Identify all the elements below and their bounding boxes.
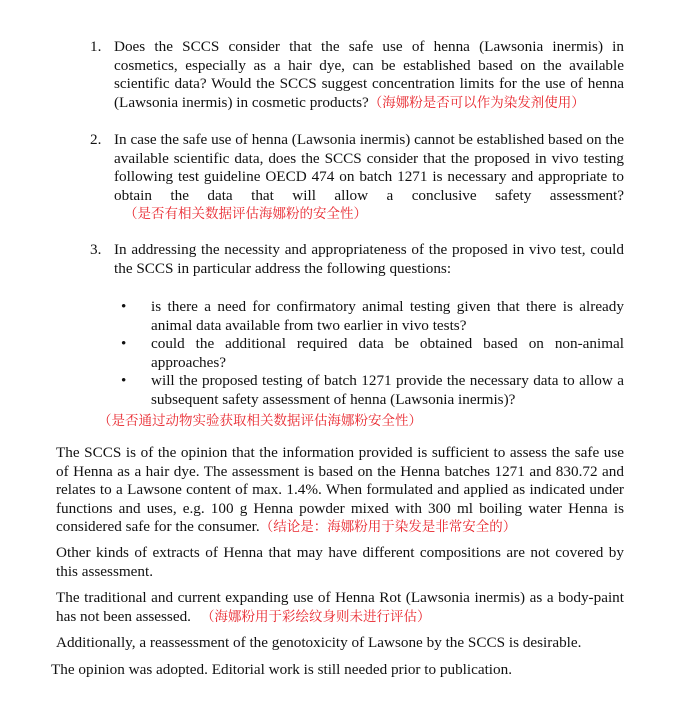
chinese-annotation: （海娜粉是否可以作为染发剂使用） bbox=[368, 94, 585, 111]
chinese-annotation: （是否有相关数据评估海娜粉的安全性） bbox=[124, 206, 367, 223]
question-1 bbox=[84, 38, 624, 112]
bullet-list bbox=[118, 298, 624, 410]
question-number: 2. bbox=[90, 131, 102, 148]
other-extracts-paragraph: Other kinds of extracts of Henna that may have different compositions are not covered by this assessment. bbox=[56, 544, 624, 580]
question-number: 1. bbox=[90, 38, 102, 55]
body-paint-paragraph: The traditional and current expanding use of Henna Rot (Lawsonia inermis) as a body-paint has not been assessed. （海娜粉用于彩绘纹身则未进行评估） bbox=[56, 589, 624, 625]
conclusion-paragraph: The SCCS is of the opinion that the information provided is sufficient to assess the safe use of Henna as a hair dye. The assessment is based on the Henna batches 1271 and 830.72 and relates to a Lawsone content of max. 1.4%. When formulated and applied as indicated under functions and uses, e.g. 100 g Henna powder mixed with 300 ml boiling water Henna is considered safe for the consumer.（结论是：海娜粉用于染发是非常安全的） bbox=[56, 444, 624, 536]
adopted-paragraph: The opinion was adopted. Editorial work is still needed prior to publication. bbox=[51, 661, 513, 678]
bullet-dot: • bbox=[121, 372, 127, 390]
bullet-dot: • bbox=[121, 335, 127, 353]
reassessment-paragraph: Additionally, a reassessment of the genotoxicity of Lawsone by the SCCS is desirable. bbox=[56, 634, 582, 651]
question-3 bbox=[84, 241, 624, 278]
list-item: • is there a need for confirmatory animal testing given that there is already animal data available from two earlier in vivo tests? bbox=[121, 298, 624, 334]
question-text: In case the safe use of henna (Lawsonia inermis) cannot be established based on the available scientific data, does the SCCS consider that the proposed in vivo testing following test guideline OECD 474 on batch 1271 is necessary and appropriate to obtain the data that will allow a conclusive safety assessment?（是否有相关数据评估海娜粉的安全性） bbox=[114, 131, 624, 223]
chinese-annotation: （海娜粉用于彩绘纹身则未进行评估） bbox=[200, 608, 431, 625]
question-text: Does the SCCS consider that the safe use of henna (Lawsonia inermis) in cosmetics, especially as a hair dye, can be established based on the available scientific data? Would the SCCS suggest concentration limits for the use of henna (Lawsonia inermis) in cosmetic products?（海娜粉是否可以作为染发剂使用） bbox=[114, 38, 624, 111]
list-item: • could the additional required data be obtained based on non-animal approaches? bbox=[121, 335, 624, 371]
question-2 bbox=[84, 131, 624, 224]
chinese-annotation: （是否通过动物实验获取相关数据评估海娜粉安全性） bbox=[98, 413, 422, 429]
bullet-dot: • bbox=[121, 298, 127, 315]
list-item: • will the proposed testing of batch 1271 provide the necessary data to allow a subsequent safety assessment of henna (Lawsonia inermis)? bbox=[121, 372, 624, 408]
question-text: In addressing the necessity and appropriateness of the proposed in vivo test, could the SCCS in particular address the following questions: bbox=[114, 241, 624, 277]
question-number: 3. bbox=[90, 241, 102, 258]
chinese-annotation: （结论是：海娜粉用于染发是非常安全的） bbox=[259, 519, 517, 536]
